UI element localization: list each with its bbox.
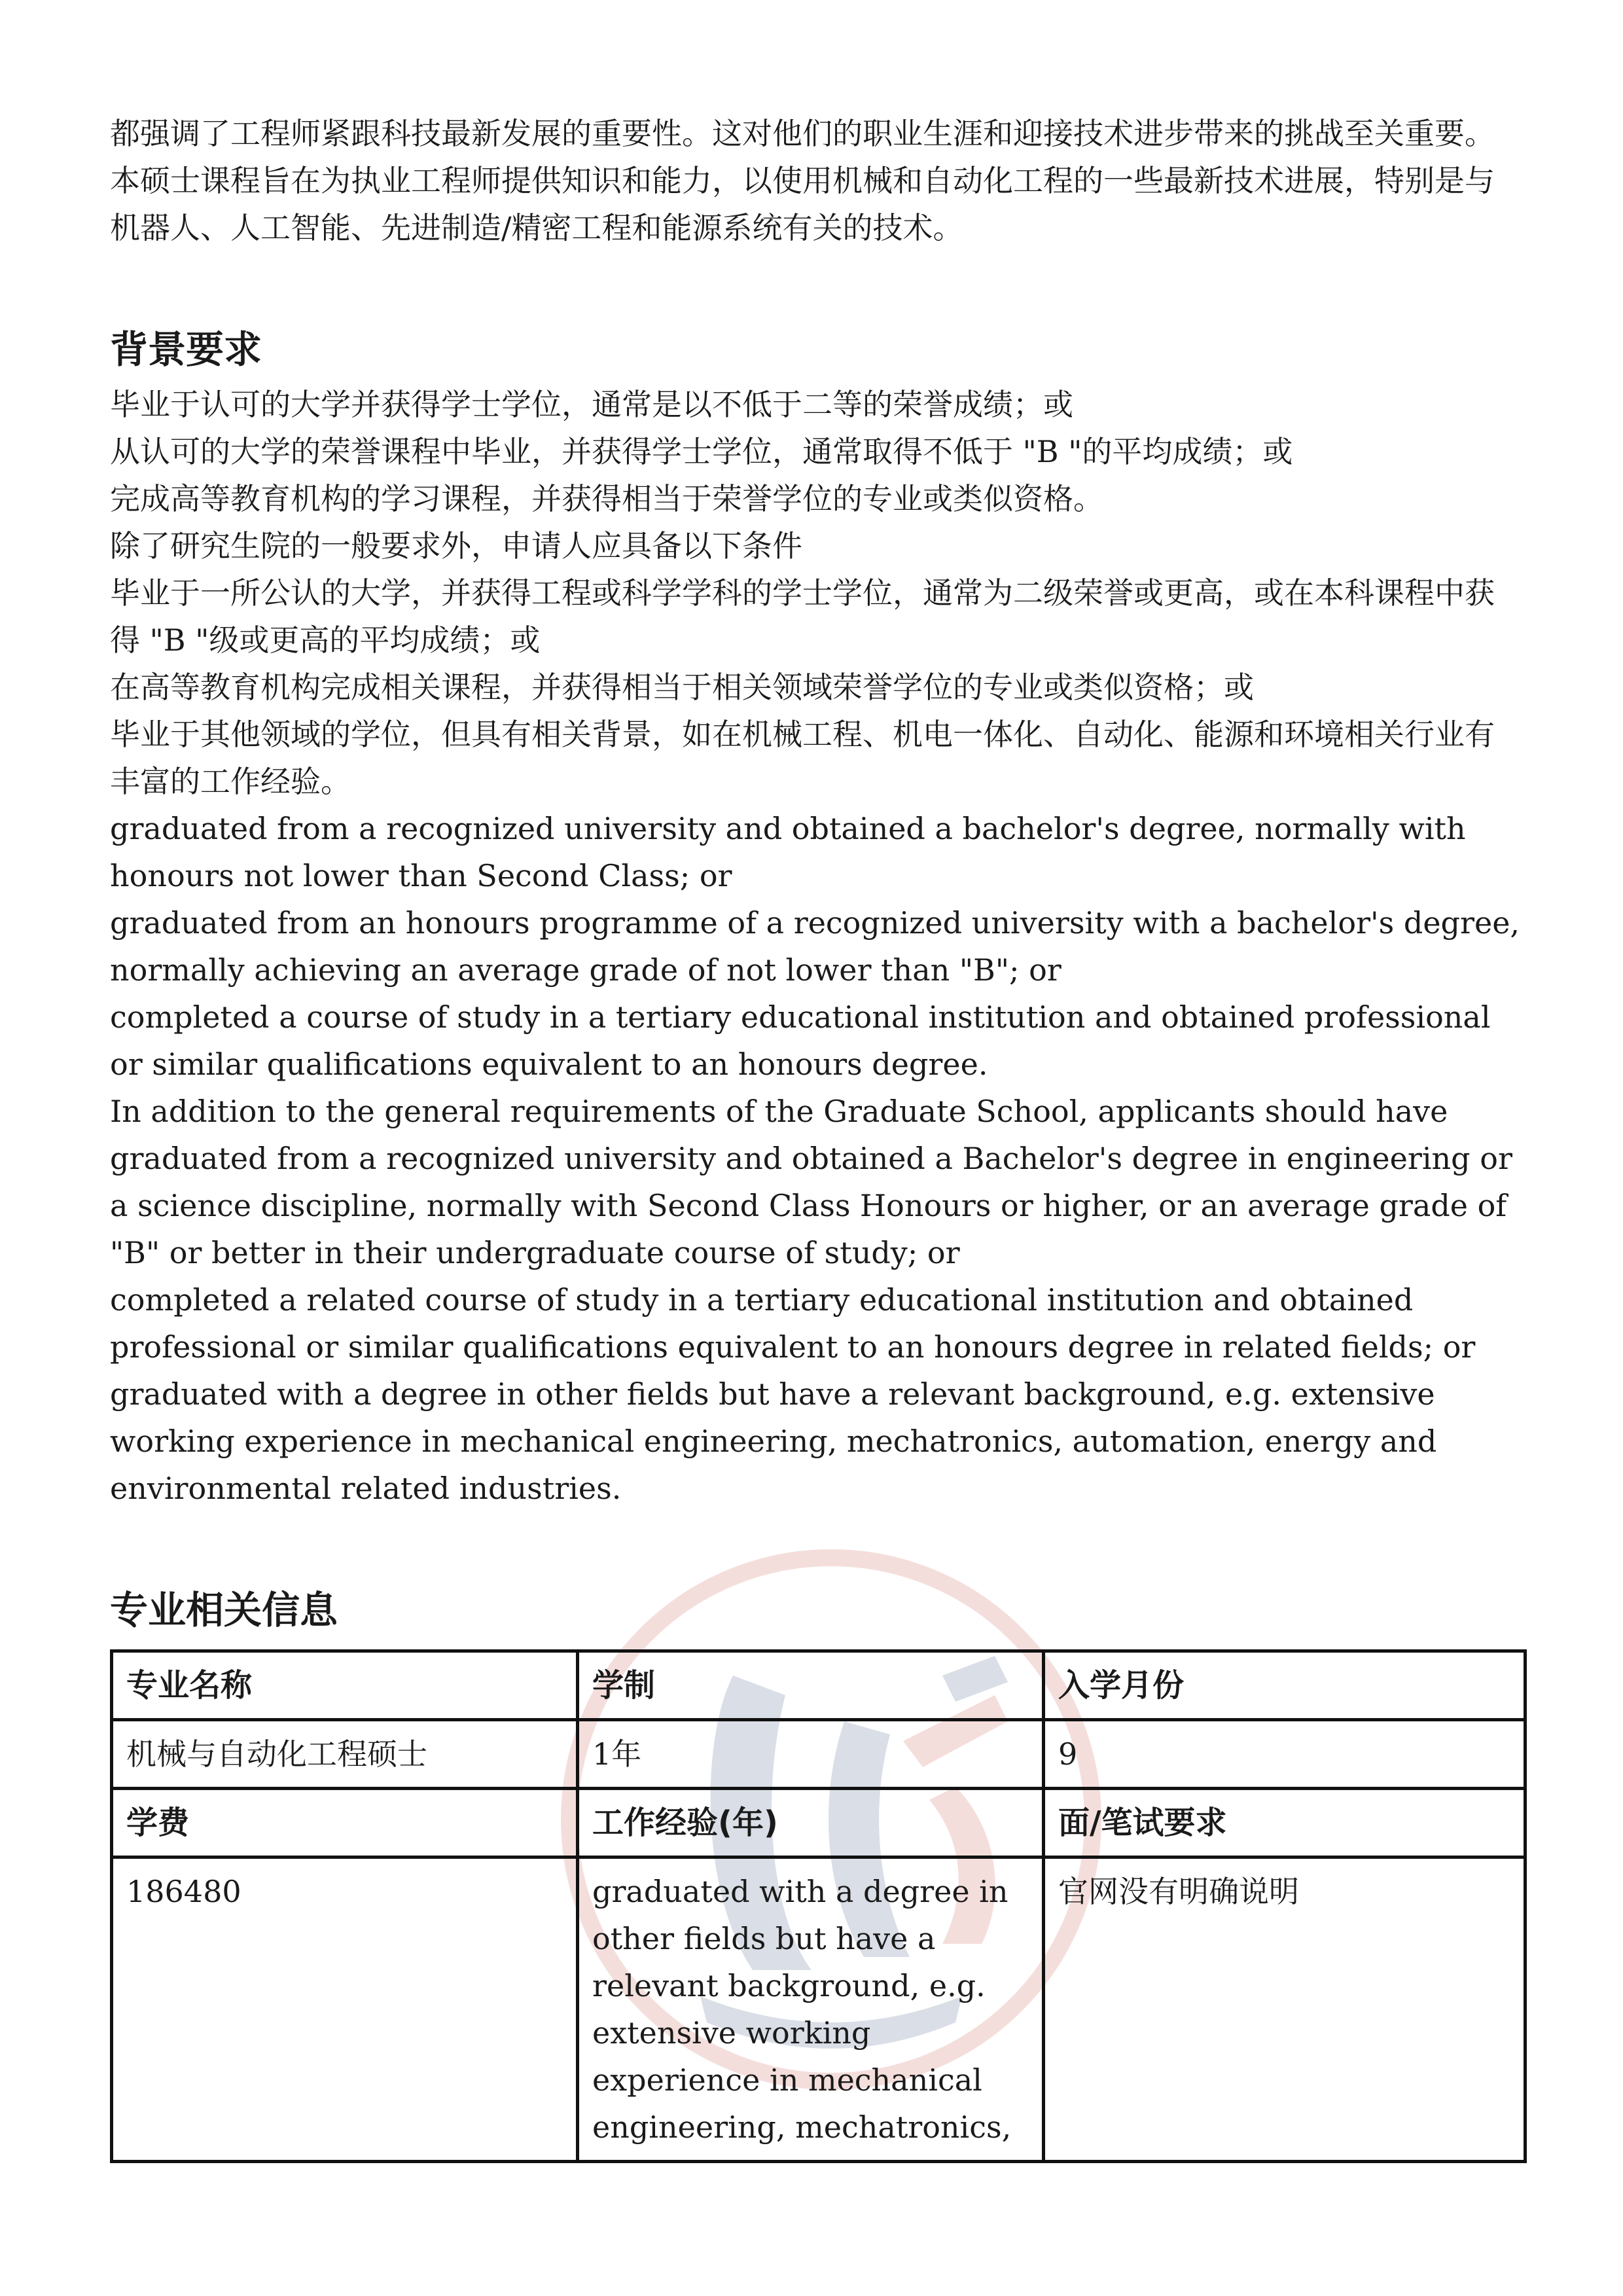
requirement-line: graduated with a degree in other fields but have a relevant background, e.g. extensive working experience in mechanical engineering, mechatronics, automation, energy and environmental related industries. [110, 1376, 1437, 1506]
program-info-heading: 专业相关信息 [110, 1588, 338, 1632]
program-info-table [110, 1649, 1527, 2163]
header-tuition: 学费 [112, 1789, 578, 1857]
background-heading: 背景要求 [110, 327, 262, 372]
requirement-line: graduated from a recognized university and obtained a bachelor's degree, normally with honours not lower than Second Class; or [110, 811, 1466, 893]
cell-duration: 1年 [578, 1720, 1044, 1789]
requirement-line: 完成高等教育机构的学习课程，并获得相当于荣誉学位的专业或类似资格。 [110, 481, 1103, 516]
requirement-line: 毕业于认可的大学并获得学士学位，通常是以不低于二等的荣誉成绩；或 [110, 387, 1073, 422]
intro-paragraph: 都强调了工程师紧跟科技最新发展的重要性。这对他们的职业生涯和迎接技术进步带来的挑战至关重要。本硕士课程旨在为执业工程师提供知识和能力，以使用机械和自动化工程的一些最新技术进展，特别是与机器人、人工智能、先进制造/精密工程和能源系统有关的技术。 [110, 116, 1495, 245]
requirement-line: 从认可的大学的荣誉课程中毕业，并获得学士学位，通常取得不低于 "B "的平均成绩；或 [110, 434, 1293, 469]
requirement-line: graduated from an honours programme of a recognized university with a bachelor's degree, normally achieving an average grade of not lower than "B"; or [110, 905, 1520, 988]
cell-program-name: 机械与自动化工程硕士 [112, 1720, 578, 1789]
table-row [112, 1720, 1525, 1789]
requirement-line: completed a course of study in a tertiary educational institution and obtained professional or similar qualifications equivalent to an honours degree. [110, 999, 1491, 1082]
background-requirements [110, 381, 1524, 1512]
cell-work-experience: graduated with a degree in other fields but have a relevant background, e.g. extensive working experience in mechanical engineering, mechatronics, [578, 1857, 1044, 2162]
header-intake-month: 入学月份 [1044, 1651, 1525, 1720]
table-row [112, 1857, 1525, 2162]
table-header-row [112, 1651, 1525, 1720]
header-program-name: 专业名称 [112, 1651, 578, 1720]
header-duration: 学制 [578, 1651, 1044, 1720]
requirement-line: 毕业于一所公认的大学，并获得工程或科学学科的学士学位，通常为二级荣誉或更高，或在本科课程中获得 "B "级或更高的平均成绩；或 [110, 575, 1495, 658]
table-header-row [112, 1789, 1525, 1857]
requirement-line: 毕业于其他领域的学位，但具有相关背景，如在机械工程、机电一体化、自动化、能源和环境相关行业有丰富的工作经验。 [110, 717, 1495, 799]
cell-tuition: 186480 [112, 1857, 578, 2162]
requirement-line: completed a related course of study in a tertiary educational institution and obtained professional or similar qualifications equivalent to an honours degree in related fields; or [110, 1282, 1476, 1365]
header-interview-exam: 面/笔试要求 [1044, 1789, 1525, 1857]
requirement-line: In addition to the general requirements of the Graduate School, applicants should have graduated from a recognized university and obtained a Bachelor's degree in engineering or a science discipline, normally with Second Class Honours or higher, or an average grade of "B" or better in their undergraduate course of study; or [110, 1094, 1512, 1270]
requirement-line: 在高等教育机构完成相关课程，并获得相当于相关领域荣誉学位的专业或类似资格；或 [110, 670, 1254, 705]
cell-interview-exam: 官网没有明确说明 [1044, 1857, 1525, 2162]
header-work-experience: 工作经验(年) [578, 1789, 1044, 1857]
requirement-line: 除了研究生院的一般要求外，申请人应具备以下条件 [110, 528, 802, 564]
document-body [110, 110, 1524, 2163]
cell-intake-month: 9 [1044, 1720, 1525, 1789]
